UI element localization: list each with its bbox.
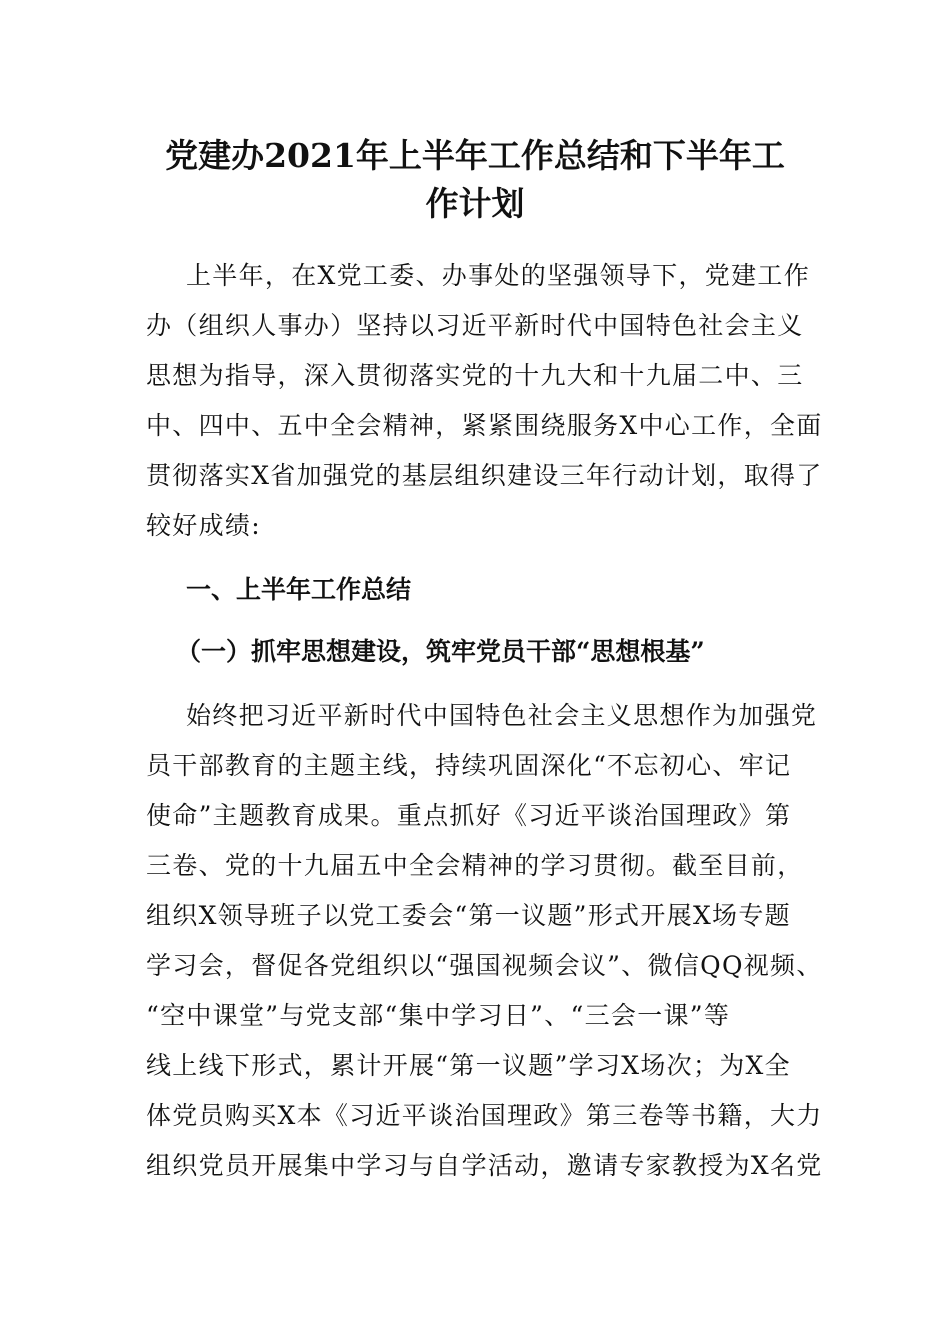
body-line-6: 学习会，督促各党组织以“强国视频会议”、微信QQ视频、 — [146, 951, 823, 980]
body-line-3: 使命”主题教育成果。重点抓好《习近平谈治国理政》第 — [146, 801, 792, 830]
body-line-7: “空中课堂”与党支部“集中学习日”、“三会一课”等 — [146, 1001, 731, 1030]
body-line-2: 员干部教育的主题主线，持续巩固深化“不忘初心、牢记 — [146, 751, 792, 780]
body-line-1: 始终把习近平新时代中国特色社会主义思想作为加强党 — [186, 701, 818, 730]
intro-line-3: 思想为指导，深入贯彻落实党的十九大和十九届二中、三 — [146, 361, 804, 390]
body-line-10: 组织党员开展集中学习与自学活动，邀请专家教授为X名党 — [146, 1151, 823, 1180]
section-heading: 一、上半年工作总结 — [186, 575, 412, 604]
body-line-8: 线上线下形式，累计开展“第一议题”学习X场次；为X全 — [146, 1051, 791, 1080]
document-title-line-1: 党建办2021年上半年工作总结和下半年工 — [165, 136, 785, 175]
intro-line-4: 中、四中、五中全会精神，紧紧围绕服务X中心工作，全面 — [146, 411, 823, 440]
body-line-5: 组织X领导班子以党工委会“第一议题”形式开展X场专题 — [146, 901, 791, 930]
intro-line-6: 较好成绩: — [146, 511, 261, 540]
intro-line-5: 贯彻落实X省加强党的基层组织建设三年行动计划，取得了 — [146, 461, 823, 490]
intro-line-1: 上半年，在X党工委、办事处的坚强领导下，党建工作 — [186, 261, 810, 290]
subsection-heading: （一）抓牢思想建设，筑牢党员干部“思想根基” — [176, 637, 705, 666]
intro-line-2: 办（组织人事办）坚持以习近平新时代中国特色社会主义 — [146, 311, 804, 340]
body-line-9: 体党员购买X本《习近平谈治国理政》第三卷等书籍，大力 — [146, 1101, 823, 1130]
body-line-4: 三卷、党的十九届五中全会精神的学习贯彻。截至目前， — [146, 851, 804, 880]
document-title-line-2: 作计划 — [425, 184, 525, 223]
